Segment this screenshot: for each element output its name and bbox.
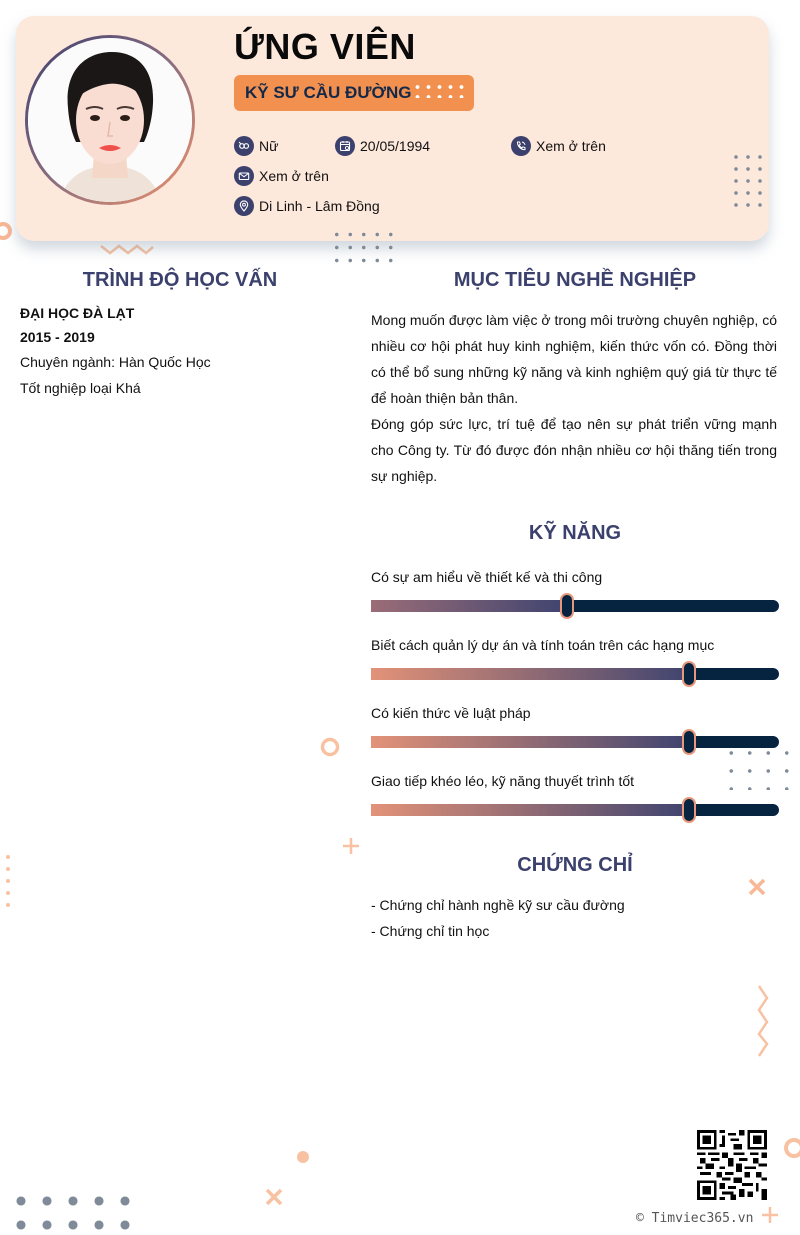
skill-label: Có kiến thức về luật pháp (371, 705, 531, 721)
skill-bar (371, 600, 779, 612)
avatar (25, 35, 195, 205)
dot-grid-decoration-bottom (8, 1189, 138, 1235)
certificate-item: - Chứng chỉ hành nghề kỹ sư cầu đường (371, 897, 625, 913)
skill-bar (371, 804, 779, 816)
plus-decoration (760, 1205, 780, 1225)
skill-label: Biết cách quản lý dự án và tính toán trên các hạng mục (371, 637, 715, 653)
dot-grid-decoration (730, 151, 766, 209)
skill-slider-knob[interactable] (682, 661, 696, 687)
skill-slider-knob[interactable] (682, 797, 696, 823)
dot-grid-decoration-skills (722, 744, 790, 790)
gender-icon (234, 136, 254, 156)
zigzag-decoration-vertical (756, 984, 770, 1058)
address-value: Di Linh - Lâm Đồng (259, 198, 380, 214)
zigzag-decoration-top (100, 244, 154, 256)
certificates-title: CHỨNG CHỈ (517, 854, 633, 876)
certificate-item: - Chứng chỉ tin học (371, 923, 490, 939)
copyright-text: © Timviec365.vn (636, 1211, 754, 1226)
info-address (234, 196, 380, 216)
dot-decoration (296, 1150, 310, 1164)
info-phone (511, 136, 606, 156)
dot-grid-decoration-header-bottom (330, 228, 396, 266)
job-title: KỸ SƯ CẦU ĐƯỜNG (245, 83, 412, 102)
skill-bar (371, 736, 779, 748)
info-email (234, 166, 329, 186)
profile-photo (28, 38, 192, 202)
skill-label: Có sự am hiểu về thiết kế và thi công (371, 569, 603, 585)
cross-decoration (747, 877, 767, 897)
skill-fill (371, 668, 689, 680)
job-title-badge (234, 75, 474, 111)
dot-decoration (412, 82, 464, 98)
skill-label: Giao tiếp khéo léo, kỹ năng thuyết trình tốt (371, 773, 635, 789)
education-school: ĐẠI HỌC ĐÀ LẠT (20, 305, 135, 321)
birthdate-value: 20/05/1994 (360, 138, 431, 154)
dotted-line-decoration (4, 853, 12, 913)
ring-decoration-right (782, 1136, 800, 1160)
qr-code (697, 1130, 767, 1200)
skill-slider-knob[interactable] (682, 729, 696, 755)
education-period: 2015 - 2019 (20, 329, 95, 345)
skill-bar (371, 668, 779, 680)
ring-decoration (319, 736, 341, 758)
phone-icon (511, 136, 531, 156)
cross-decoration (264, 1187, 284, 1207)
info-gender (234, 136, 278, 156)
email-value: Xem ở trên (259, 168, 329, 184)
education-grade: Tốt nghiệp loại Khá (20, 380, 141, 396)
ring-decoration-left (0, 220, 14, 242)
objective-title: MỤC TIÊU NGHỀ NGHIỆP (453, 269, 697, 291)
email-icon (234, 166, 254, 186)
education-major: Chuyên ngành: Hàn Quốc Học (20, 354, 211, 370)
education-title: TRÌNH ĐỘ HỌC VẤN (82, 269, 278, 291)
skill-fill (371, 804, 689, 816)
objective-text (371, 307, 777, 489)
objective-paragraph: Mong muốn được làm việc ở trong môi trường chuyên nghiệp, có nhiều cơ hội phát huy kinh nghiệm, kiến thức vốn có. Đồng thời có thể bổ sung những kỹ năng và kinh nghiệm quý giá từ thực tế để hoàn thiện bản thân. (371, 312, 777, 406)
calendar-icon (335, 136, 355, 156)
objective-paragraph: Đóng góp sức lực, trí tuệ để tạo nên sự phát triển vững mạnh cho Công ty. Từ đó được đón nhận nhiều cơ hội thăng tiến trong sự nghiệp. (371, 416, 777, 484)
skill-fill (371, 736, 689, 748)
info-birthdate (335, 136, 430, 156)
person-portrait-icon (28, 38, 192, 202)
gender-value: Nữ (259, 138, 279, 154)
phone-value: Xem ở trên (536, 138, 606, 154)
location-pin-icon (234, 196, 254, 216)
skills-title: KỸ NĂNG (528, 522, 622, 544)
skill-slider-knob[interactable] (560, 593, 574, 619)
candidate-name: ỨNG VIÊN (234, 26, 416, 67)
plus-decoration (342, 837, 360, 855)
skill-fill (371, 600, 567, 612)
